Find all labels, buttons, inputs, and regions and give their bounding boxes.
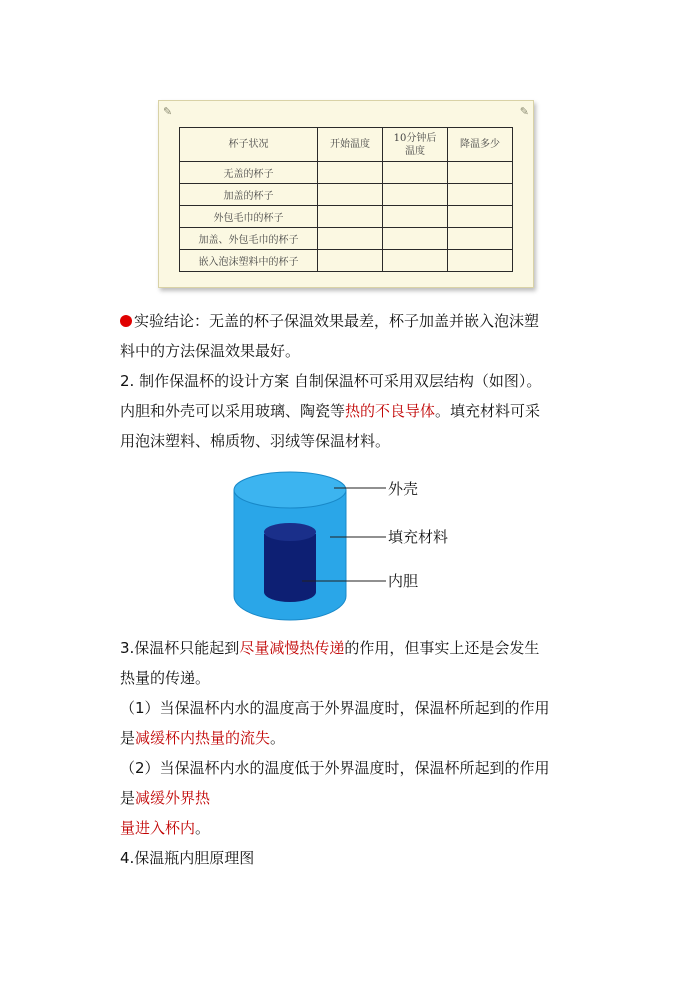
- text-line: [120, 783, 580, 813]
- text-run: 是: [120, 789, 136, 807]
- text-run: 。: [195, 819, 211, 837]
- table-cell: 加盖、外包毛巾的杯子: [180, 228, 318, 250]
- section3-paragraph: [120, 633, 580, 873]
- table-cell: [318, 206, 383, 228]
- conclusion-text: 实验结论：无盖的杯子保温效果最差，杯子加盖并嵌入泡沫塑: [134, 312, 540, 330]
- table-cell: [383, 206, 448, 228]
- inner-liner-body: [264, 534, 316, 602]
- header-line: 温度: [405, 145, 425, 157]
- insulated-cup-diagram: [230, 468, 490, 628]
- table-cell: [448, 206, 513, 228]
- text-run: 。填充材料可采: [435, 402, 541, 420]
- highlight-text: 尽量减慢热传递: [239, 639, 345, 657]
- table-header-cell: 开始温度: [318, 128, 383, 162]
- text-line: 用泡沫塑料、棉质物、羽绒等保温材料。: [120, 432, 391, 450]
- text-run: 是: [120, 729, 136, 747]
- table-header-cell: 杯子状况: [180, 128, 318, 162]
- table-cell: [318, 162, 383, 184]
- highlight-text: 量进入杯内: [120, 819, 196, 837]
- text-line: [120, 813, 580, 843]
- label-shell: 外壳: [388, 480, 419, 498]
- table-cell: 加盖的杯子: [180, 184, 318, 206]
- table-row: [180, 228, 513, 250]
- table-header-cell: [383, 128, 448, 162]
- outer-shell-top: [234, 472, 346, 508]
- text-line: [120, 396, 580, 426]
- pushpin-icon: ✎: [163, 105, 173, 118]
- table-cell: [383, 228, 448, 250]
- experiment-table: [179, 127, 513, 272]
- table-cell: [448, 162, 513, 184]
- table-cell: [448, 228, 513, 250]
- table-cell: [448, 250, 513, 272]
- table-row: [180, 206, 513, 228]
- text-line: [120, 633, 580, 663]
- table-cell: [318, 250, 383, 272]
- text-line: （2）当保温杯内水的温度低于外界温度时，保温杯所起到的作用: [120, 759, 550, 777]
- table-cell: [383, 162, 448, 184]
- text-line: 料中的方法保温效果最好。: [120, 342, 301, 360]
- text-line: [120, 723, 580, 753]
- highlight-text: 减缓杯内热量的流失: [135, 729, 271, 747]
- table-header-row: [180, 128, 513, 162]
- table-cell: 无盖的杯子: [180, 162, 318, 184]
- header-line: 10分钟后: [393, 132, 437, 144]
- table-row: [180, 184, 513, 206]
- table-cell: [318, 184, 383, 206]
- table-cell: 嵌入泡沫塑料中的杯子: [180, 250, 318, 272]
- bullet-dot-icon: [120, 315, 132, 327]
- table-cell: [318, 228, 383, 250]
- table-cell: [448, 184, 513, 206]
- label-liner: 内胆: [388, 572, 419, 590]
- pushpin-icon: ✎: [519, 105, 529, 118]
- text-line: [120, 306, 580, 336]
- text-run: 内胆和外壳可以采用玻璃、陶瓷等: [120, 402, 346, 420]
- text-run: 3.保温杯只能起到: [120, 639, 240, 657]
- text-run: 。: [270, 729, 286, 747]
- table-row: [180, 162, 513, 184]
- highlight-text: 热的不良导体: [345, 402, 436, 420]
- highlight-text: 减缓外界热: [135, 789, 211, 807]
- table-row: [180, 250, 513, 272]
- table-cell: [383, 184, 448, 206]
- table-header-cell: 降温多少: [448, 128, 513, 162]
- text-line: 4.保温瓶内胆原理图: [120, 849, 255, 867]
- experiment-table-card: [158, 100, 534, 288]
- text-line: （1）当保温杯内水的温度高于外界温度时，保温杯所起到的作用: [120, 699, 550, 717]
- table-cell: [383, 250, 448, 272]
- inner-liner-top: [264, 523, 316, 541]
- label-fill: 填充材料: [388, 528, 449, 546]
- conclusion-paragraph: [120, 306, 580, 456]
- text-run: 的作用，但事实上还是会发生: [344, 639, 540, 657]
- text-line: 热量的传递。: [120, 669, 211, 687]
- table-cell: 外包毛巾的杯子: [180, 206, 318, 228]
- text-line: 2. 制作保温杯的设计方案 自制保温杯可采用双层结构（如图）。: [120, 372, 542, 390]
